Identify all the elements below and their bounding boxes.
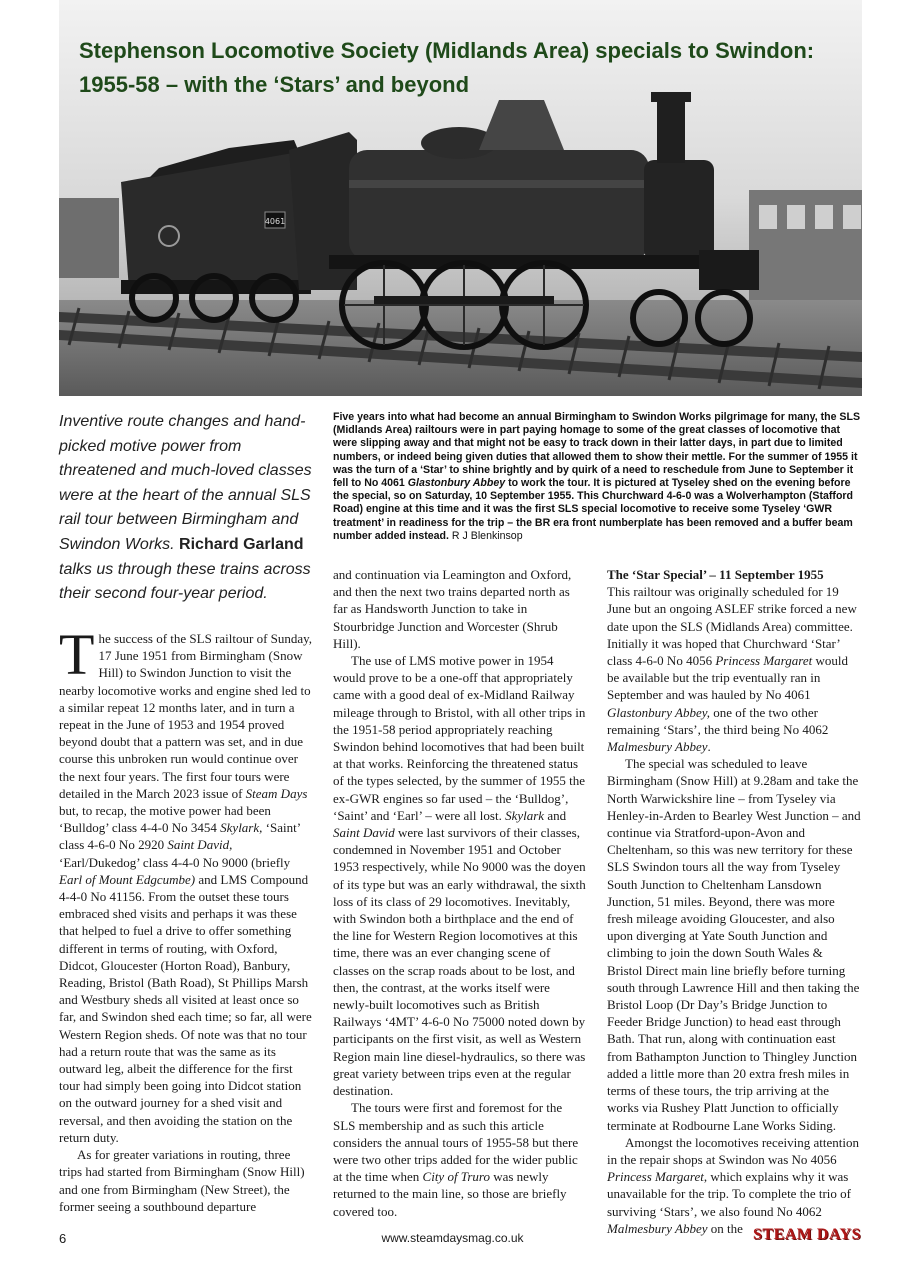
standfirst-intro: Inventive route changes and hand-picked motive power from threatened and much-loved classes were at the heart of the annual SLS rail tour between Birmingham and Swindon Works. xyxy=(59,413,312,553)
article-title xyxy=(79,34,859,102)
text-run: , ‘Earl/Dukedog’ class 4-4-0 No 9000 (briefly xyxy=(59,837,291,870)
caption-loco-name: Glastonbury Abbey xyxy=(407,477,506,490)
text-run: The use of LMS motive power in 1954 would prove to be a one-off that appropriately came with a good deal of ex-Midland Railway mileage through to Bristol, with all other trips in the 1951-58 period appropriately reaching Swindon behind locomotives that had been built at that works. Reinforcing the threatened status of the types selected, by the summer of 1955 the ex-GWR engines so far used – the ‘Bulldog’, ‘Saint’ and ‘Earl’ – were all lost. xyxy=(333,653,586,823)
article-title-line-2: 1955-58 – with the ‘Stars’ and beyond xyxy=(79,72,470,97)
photo-credit: R J Blenkinsop xyxy=(451,529,523,542)
text-run: Amongst the locomotives receiving attention in the repair shops at Swindon was No 4056 xyxy=(607,1134,859,1167)
magazine-url: www.steamdaysmag.co.uk xyxy=(381,1231,524,1245)
loco-name: Saint David xyxy=(167,837,230,853)
caption-text-a: Five years into what had become an annual Birmingham to Swindon Works pilgrimage for many, the SLS (Midlands Area) railtours were in part paying homage to some of the great classes of locomotive that were slipping away and that might not be easy to track down in their latter days, in part due to limited numbers, or indeed being given duties that allowed them to show their mettle. For the summer of 1955 it was the turn of a ‘Star’ to shine brightly and by quirk of a need to reschedule from June to September it fell to No 4061 xyxy=(333,411,861,490)
loco-name: Malmesbury Abbey xyxy=(607,739,708,755)
page-footer xyxy=(0,1224,905,1254)
loco-name: Saint David xyxy=(333,825,395,841)
text-run: were last survivors of their classes, condemned in November 1951 and October 1953 respectively, while No 9000 was the doyen of its type but was an early withdrawal, the sixth loss of its class of 29 locomotives. Inevitably, with Swindon both a birthplace and the end of the line for Western Region locomotives at this time, there was an ever changing scene of classes on the scrap roads about to be lost, and then, the contrast, at the works itself were newly-built locomotives such as British Railways ‘4MT’ 4-6-0 No 75000 noted down by participants on the first visit, as well as Western Region main line diesel-hydraulics, so there was great variety between trips even at the regular destination. xyxy=(333,825,586,1099)
body-paragraph: The special was scheduled to leave Birmingham (Snow Hill) at 9.28am and take the North Warwickshire line – from Tyseley via Henley-in-Arden to Bearley West Junction – and continue via Stratford-upon-Avon and Cheltenham, so this was new territory for these SLS Swindon tours all the way from Tyseley South Junction to Cheltenham Lansdown Junction, 51 miles. Beyond, there was more fresh mileage avoiding Gloucester, and also upon diverging at Yate South Junction and climbing to join the down South Wales & Bristol Direct main line briefly before turning south through Lawrence Hill and then taking the Bristol Loop (Dr Day’s Bridge Junction to Feeder Bridge Junction) to head east through Bath. That run, along with continuation east from Bathampton Junction to Thingley Junction added a little more than 20 extra fresh miles in terms of these tours, the trip arriving at the works via Rushey Platt Junction to officially terminate at Rodbourne Lane Works Siding. xyxy=(607,756,861,1133)
loco-number-label: 4061 xyxy=(264,217,286,226)
body-paragraph xyxy=(333,1099,587,1219)
text-run: was newly returned to the main line, so those are briefly covered too. xyxy=(333,1169,567,1219)
body-paragraph: and continuation via Leamington and Oxford, and then the next two trains departed north as far as Handsworth Junction to take in Stourbridge Junction and Worcester (Shrub Hill). xyxy=(333,567,572,651)
text-run: and xyxy=(547,807,567,823)
standfirst-outro: talks us through these trains across their second four-year period. xyxy=(59,560,311,603)
text-run: . xyxy=(707,739,711,755)
text-run: and LMS Compound 4-4-0 No 41156. From the outset these tours embraced shed visits and perhaps it was these that helped to fuel a drive to offer something different in terms of routing, with Oxford, Didcot, Gloucester (Horton Road), Banbury, Reading, Bristol (Bath Road), St Phillips Marsh and Westbury sheds all visited at least once so far, and Swindon shed each time; so far, all were Western Region sheds. Of note was that no tour had a return route that was the same as its outward leg, albeit the difference for the first tour had simply been going into Didcot station on the outward journey for a shed visit and reversal, and then avoiding the station on the return duty. xyxy=(59,871,312,1145)
text-run: , which explains why it was unavailable for the trip. To complete the trio of surviving ‘Stars’, we also found No 4062 xyxy=(607,1169,851,1219)
brand-logo: STEAM DAYS xyxy=(753,1226,861,1243)
loco-name: Skylark xyxy=(505,807,545,823)
body-column-1 xyxy=(59,622,313,1215)
magazine-title: Steam Days xyxy=(245,785,308,801)
body-column-2 xyxy=(333,566,587,1220)
text-run: on the xyxy=(710,1220,743,1236)
text-run: This railtour was originally scheduled for 19 June but an ongoing ASLEF strike forced a new date upon the SLS (Midlands Area) committee. Initially it was hoped that Churchward ‘Star’ class 4-6-0 No 4056 xyxy=(607,584,857,669)
body-paragraph: As for greater variations in routing, three trips had started from Birmingham (Snow Hill) and one from Birmingham (New Street), the former seeing a southbound departure xyxy=(59,1147,305,1214)
text-run: but, to recap, the motive power had been ‘Bulldog’ class 4-4-0 No 3454 xyxy=(59,803,271,836)
caption-text-b: to work the tour. It is pictured at Tyseley shed on the evening before the special, so on Saturday, 10 September 1955. This Churchward 4-6-0 was a Wolverhampton (Stafford Road) engine at this time and it was the first SLS special locomotive to receive some Tyseley ‘GWR treatment’ in readiness for the trip – the BR era front numberplate has been removed and a buffer beam number added instead. xyxy=(333,477,854,542)
loco-name: City of Truro xyxy=(422,1169,490,1185)
loco-name: Malmesbury Abbey xyxy=(607,1220,708,1236)
photo-caption xyxy=(333,411,863,543)
section-subhead: The ‘Star Special’ – 11 September 1955 xyxy=(607,567,824,582)
text-run: ‘Saint’ class 4-6-0 No 2920 xyxy=(59,820,301,853)
loco-name: Princess Margaret xyxy=(607,1169,704,1185)
body-paragraph xyxy=(59,622,313,1146)
body-paragraph xyxy=(607,583,861,755)
text-run: he success of the SLS railtour of Sunday, 17 June 1951 from Birmingham (Snow Hill) to Swindon Junction to visit the nearby locomotive works and engine shed led to a similar repeat 12 months later, and in turn a repeat in the June of 1953 and 1954 proved beyond doubt that a pattern was set, and in due course this unbroken run would continue over the next four years. The first four tours were detailed in the March 2023 issue of xyxy=(59,631,313,801)
author-name: Richard Garland xyxy=(179,535,304,553)
drop-cap: T xyxy=(59,622,95,687)
standfirst xyxy=(59,410,321,607)
text-run: The tours were first and foremost for the SLS membership and as such this article considers the annual tours of 1955-58 but there were two other trips added for the wider public at the time when xyxy=(333,1100,579,1185)
article-title-line-1: Stephenson Locomotive Society (Midlands Area) specials to Swindon: xyxy=(79,38,815,63)
body-paragraph xyxy=(333,652,587,1099)
text-run: one of the two other remaining ‘Stars’, the third being No 4062 xyxy=(607,704,829,737)
page-number: 6 xyxy=(59,1231,67,1246)
text-run: would be available but the trip eventually ran in September and was hauled by No 4061 xyxy=(607,653,848,703)
body-column-3 xyxy=(607,566,861,1237)
loco-name: Earl of Mount Edgcumbe) xyxy=(59,871,196,887)
body-paragraph xyxy=(607,1134,861,1237)
loco-name: Skylark, xyxy=(220,820,263,836)
loco-name: Princess Margaret xyxy=(715,653,813,669)
loco-name: Glastonbury Abbey, xyxy=(607,704,711,720)
